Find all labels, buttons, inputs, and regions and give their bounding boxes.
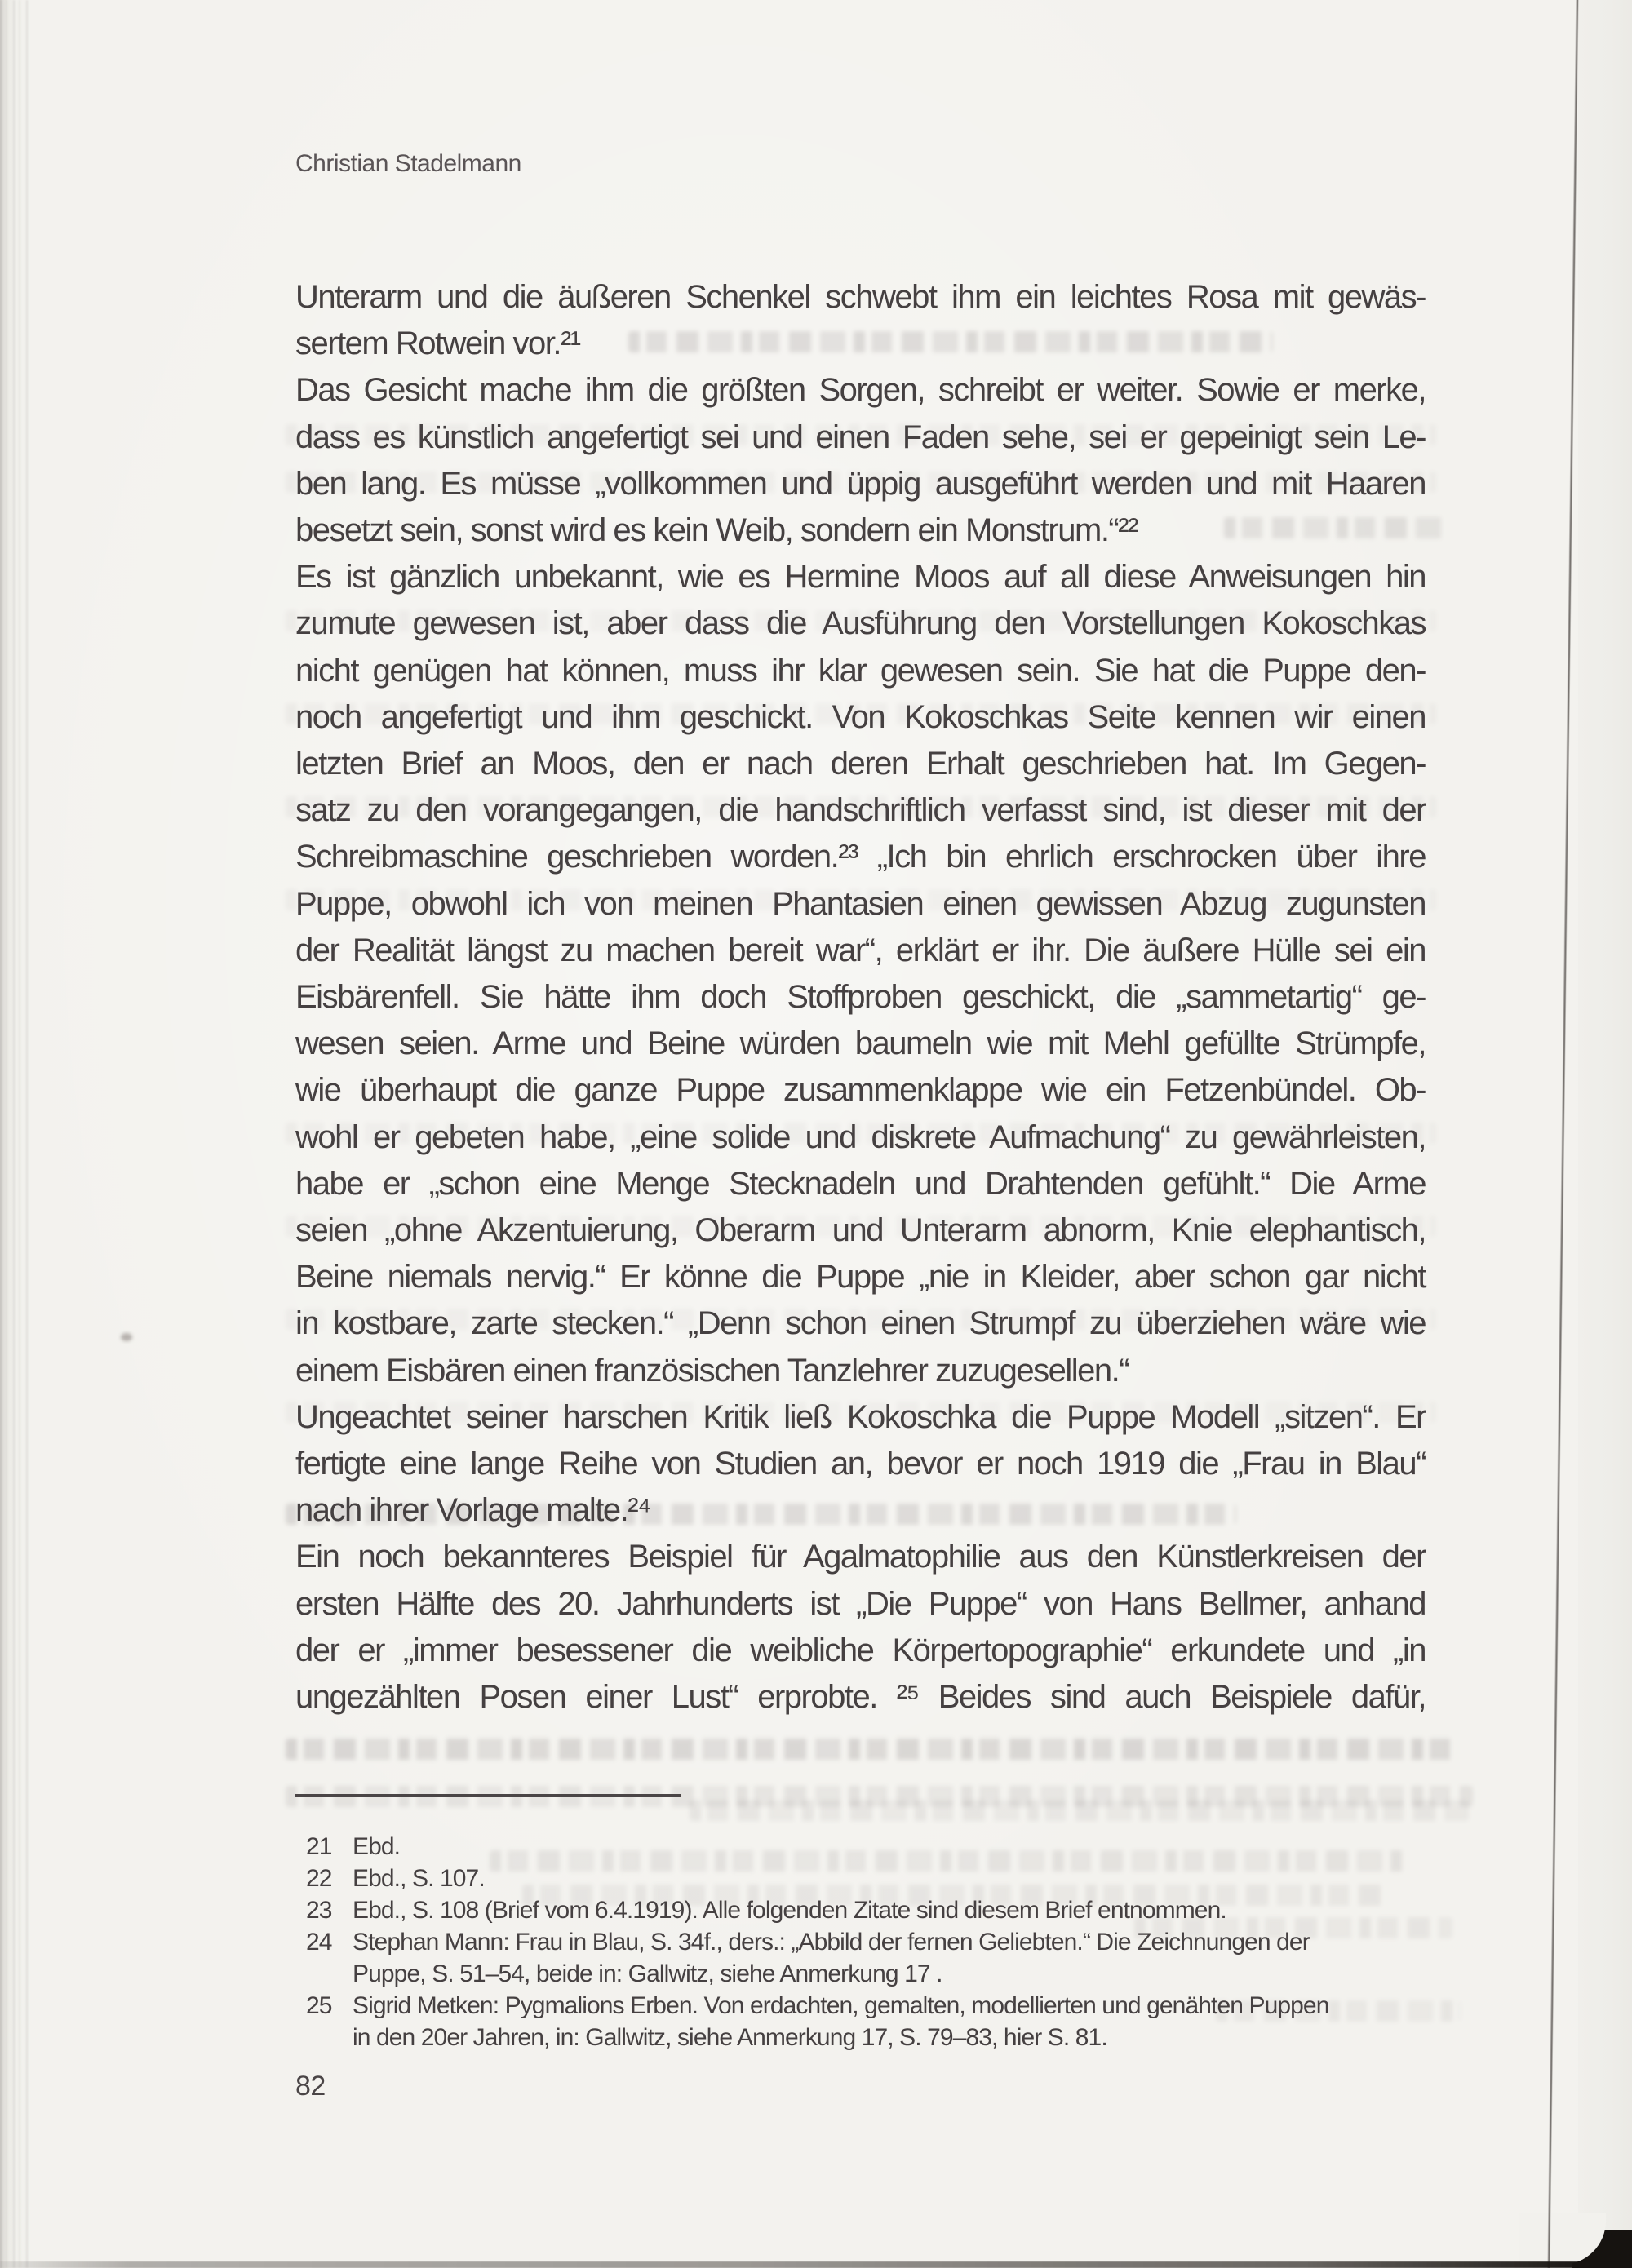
footnote-text [353,1926,1448,1990]
footnote-text [353,1894,1448,1926]
bottom-edge-shadow [0,2261,1632,2268]
page-number: 82 [295,2071,326,2102]
text-line: einem Eisbären einen französischen Tanzlehrer zuzugesellen.“ [295,1352,1129,1389]
footnote-item [306,1863,1448,1894]
text-line: Schreibmaschine geschrieben worden.²³ „Ich bin ehrlich erschrocken über ihre [295,839,1426,875]
footnote-line: Stephan Mann: Frau in Blau, S. 34f., ders.: „Abbild der fernen Geliebten.“ Die Zeichnungen der [353,1929,1310,1956]
footnote-item [306,1990,1448,2053]
footnote-line: Sigrid Metken: Pygmalions Erben. Von erdachten, gemalten, modellierten und genähten Puppen [353,1992,1329,2019]
text-line: Es ist gänzlich unbekannt, wie es Hermine Moos auf all diese Anweisungen hin [295,559,1426,596]
text-line: Unterarm und die äußeren Schenkel schwebt ihm ein leichtes Rosa mit gewäs- [295,279,1426,315]
text-line: wie überhaupt die ganze Puppe zusammenklappe wie ein Fetzenbündel. Ob- [295,1072,1426,1109]
footnote-line: Puppe, S. 51–54, beide in: Gallwitz, siehe Anmerkung 17 . [353,1960,942,1987]
footnote-number: 21 [306,1833,332,1860]
text-line: Das Gesicht mache ihm die größten Sorgen, schreibt er weiter. Sowie er merke, [295,372,1426,409]
text-line: Ein noch bekannteres Beispiel für Agalmatophilie aus den Künstlerkreisen der [295,1539,1426,1575]
author-header: Christian Stadelmann [295,150,521,177]
text-line: habe er „schon eine Menge Stecknadeln und Drahtenden gefühlt.“ Die Arme [295,1165,1426,1202]
footnote-number: 24 [306,1929,332,1956]
footnote-text [353,1863,1448,1894]
footnote-number: 25 [306,1992,332,2019]
footnote-separator [295,1794,681,1797]
footnote-number: 23 [306,1897,332,1924]
bleedthrough-line [286,1739,1452,1760]
ink-dot [121,1333,132,1341]
left-edge-shadow [0,0,28,2268]
text-line: ersten Hälfte des 20. Jahrhunderts ist „Die Puppe“ von Hans Bellmer, anhand [295,1585,1426,1622]
footnote-line: Ebd. [353,1833,401,1860]
text-line: in kostbare, zarte stecken.“ „Denn schon einen Strumpf zu überziehen wäre wie [295,1305,1426,1342]
text-line: sertem Rotwein vor.²¹ [295,326,580,362]
footnote-item [306,1831,1448,1863]
text-line: ungezählten Posen einer Lust“ erprobte. ²⁵ Beides sind auch Beispiele dafür, [295,1679,1426,1716]
text-line: wesen seien. Arme und Beine würden baumeln wie mit Mehl gefüllte Strümpfe, [295,1025,1426,1062]
text-line: seien „ohne Akzentuierung, Oberarm und Unterarm abnorm, Knie elephantisch, [295,1212,1426,1249]
footnote-line: Ebd., S. 107. [353,1865,485,1892]
body-text [295,274,1426,1721]
text-line: ben lang. Es müsse „vollkommen und üppig ausgeführt werden und mit Haaren [295,465,1426,502]
text-line: satz zu den vorangegangen, die handschriftlich verfasst sind, ist dieser mit der [295,792,1426,829]
bleedthrough-line [690,1800,1469,1821]
text-line: dass es künstlich angefertigt sei und einen Faden sehe, sei er gepeinigt sein Le- [295,419,1426,455]
text-line: Ungeachtet seiner harschen Kritik ließ Kokoschka die Puppe Modell „sitzen“. Er [295,1398,1426,1435]
footnote-item [306,1926,1448,1990]
footnote-item [306,1894,1448,1926]
text-line: fertigte eine lange Reihe von Studien an, bevor er noch 1919 die „Frau in Blau“ [295,1446,1426,1482]
text-line: wohl er gebeten habe, „eine solide und diskrete Aufmachung“ zu gewährleisten, [295,1118,1426,1155]
text-line: noch angefertigt und ihm geschickt. Von Kokoschkas Seite kennen wir einen [295,698,1426,735]
footnote-text [353,1831,1448,1863]
text-line: zumute gewesen ist, aber dass die Ausführung den Vorstellungen Kokoschkas [295,605,1426,642]
footnote-text [353,1990,1448,2053]
text-line: besetzt sein, sonst wird es kein Weib, sondern ein Monstrum.“²² [295,512,1138,549]
footnote-number: 22 [306,1865,332,1892]
text-line: der er „immer besessener die weibliche Körpertopographie“ erkundete und „in [295,1632,1426,1668]
text-line: Beine niemals nervig.“ Er könne die Puppe „nie in Kleider, aber schon gar nicht [295,1259,1426,1296]
footnote-line: Ebd., S. 108 (Brief vom 6.4.1919). Alle folgenden Zitate sind diesem Brief entnommen. [353,1897,1226,1924]
footnotes [306,1831,1448,2053]
text-line: Puppe, obwohl ich von meinen Phantasien einen gewissen Abzug zugunsten [295,885,1426,922]
text-line: Eisbärenfell. Sie hätte ihm doch Stoffproben geschickt, die „sammetartig“ ge- [295,979,1426,1016]
text-line: der Realität längst zu machen bereit war“, erklärt er ihr. Die äußere Hülle sei ein [295,932,1426,968]
text-line: letzten Brief an Moos, den er nach deren Erhalt geschrieben hat. Im Gegen- [295,746,1426,782]
footnote-line: in den 20er Jahren, in: Gallwitz, siehe Anmerkung 17, S. 79–83, hier S. 81. [353,2024,1107,2051]
right-edge-paper [1578,0,1632,2268]
text-line: nach ihrer Vorlage malte.²⁴ [295,1492,650,1529]
text-line: nicht genügen hat können, muss ihr klar gewesen sein. Sie hat die Puppe den- [295,652,1426,689]
page-edge-line [1547,0,1579,2268]
